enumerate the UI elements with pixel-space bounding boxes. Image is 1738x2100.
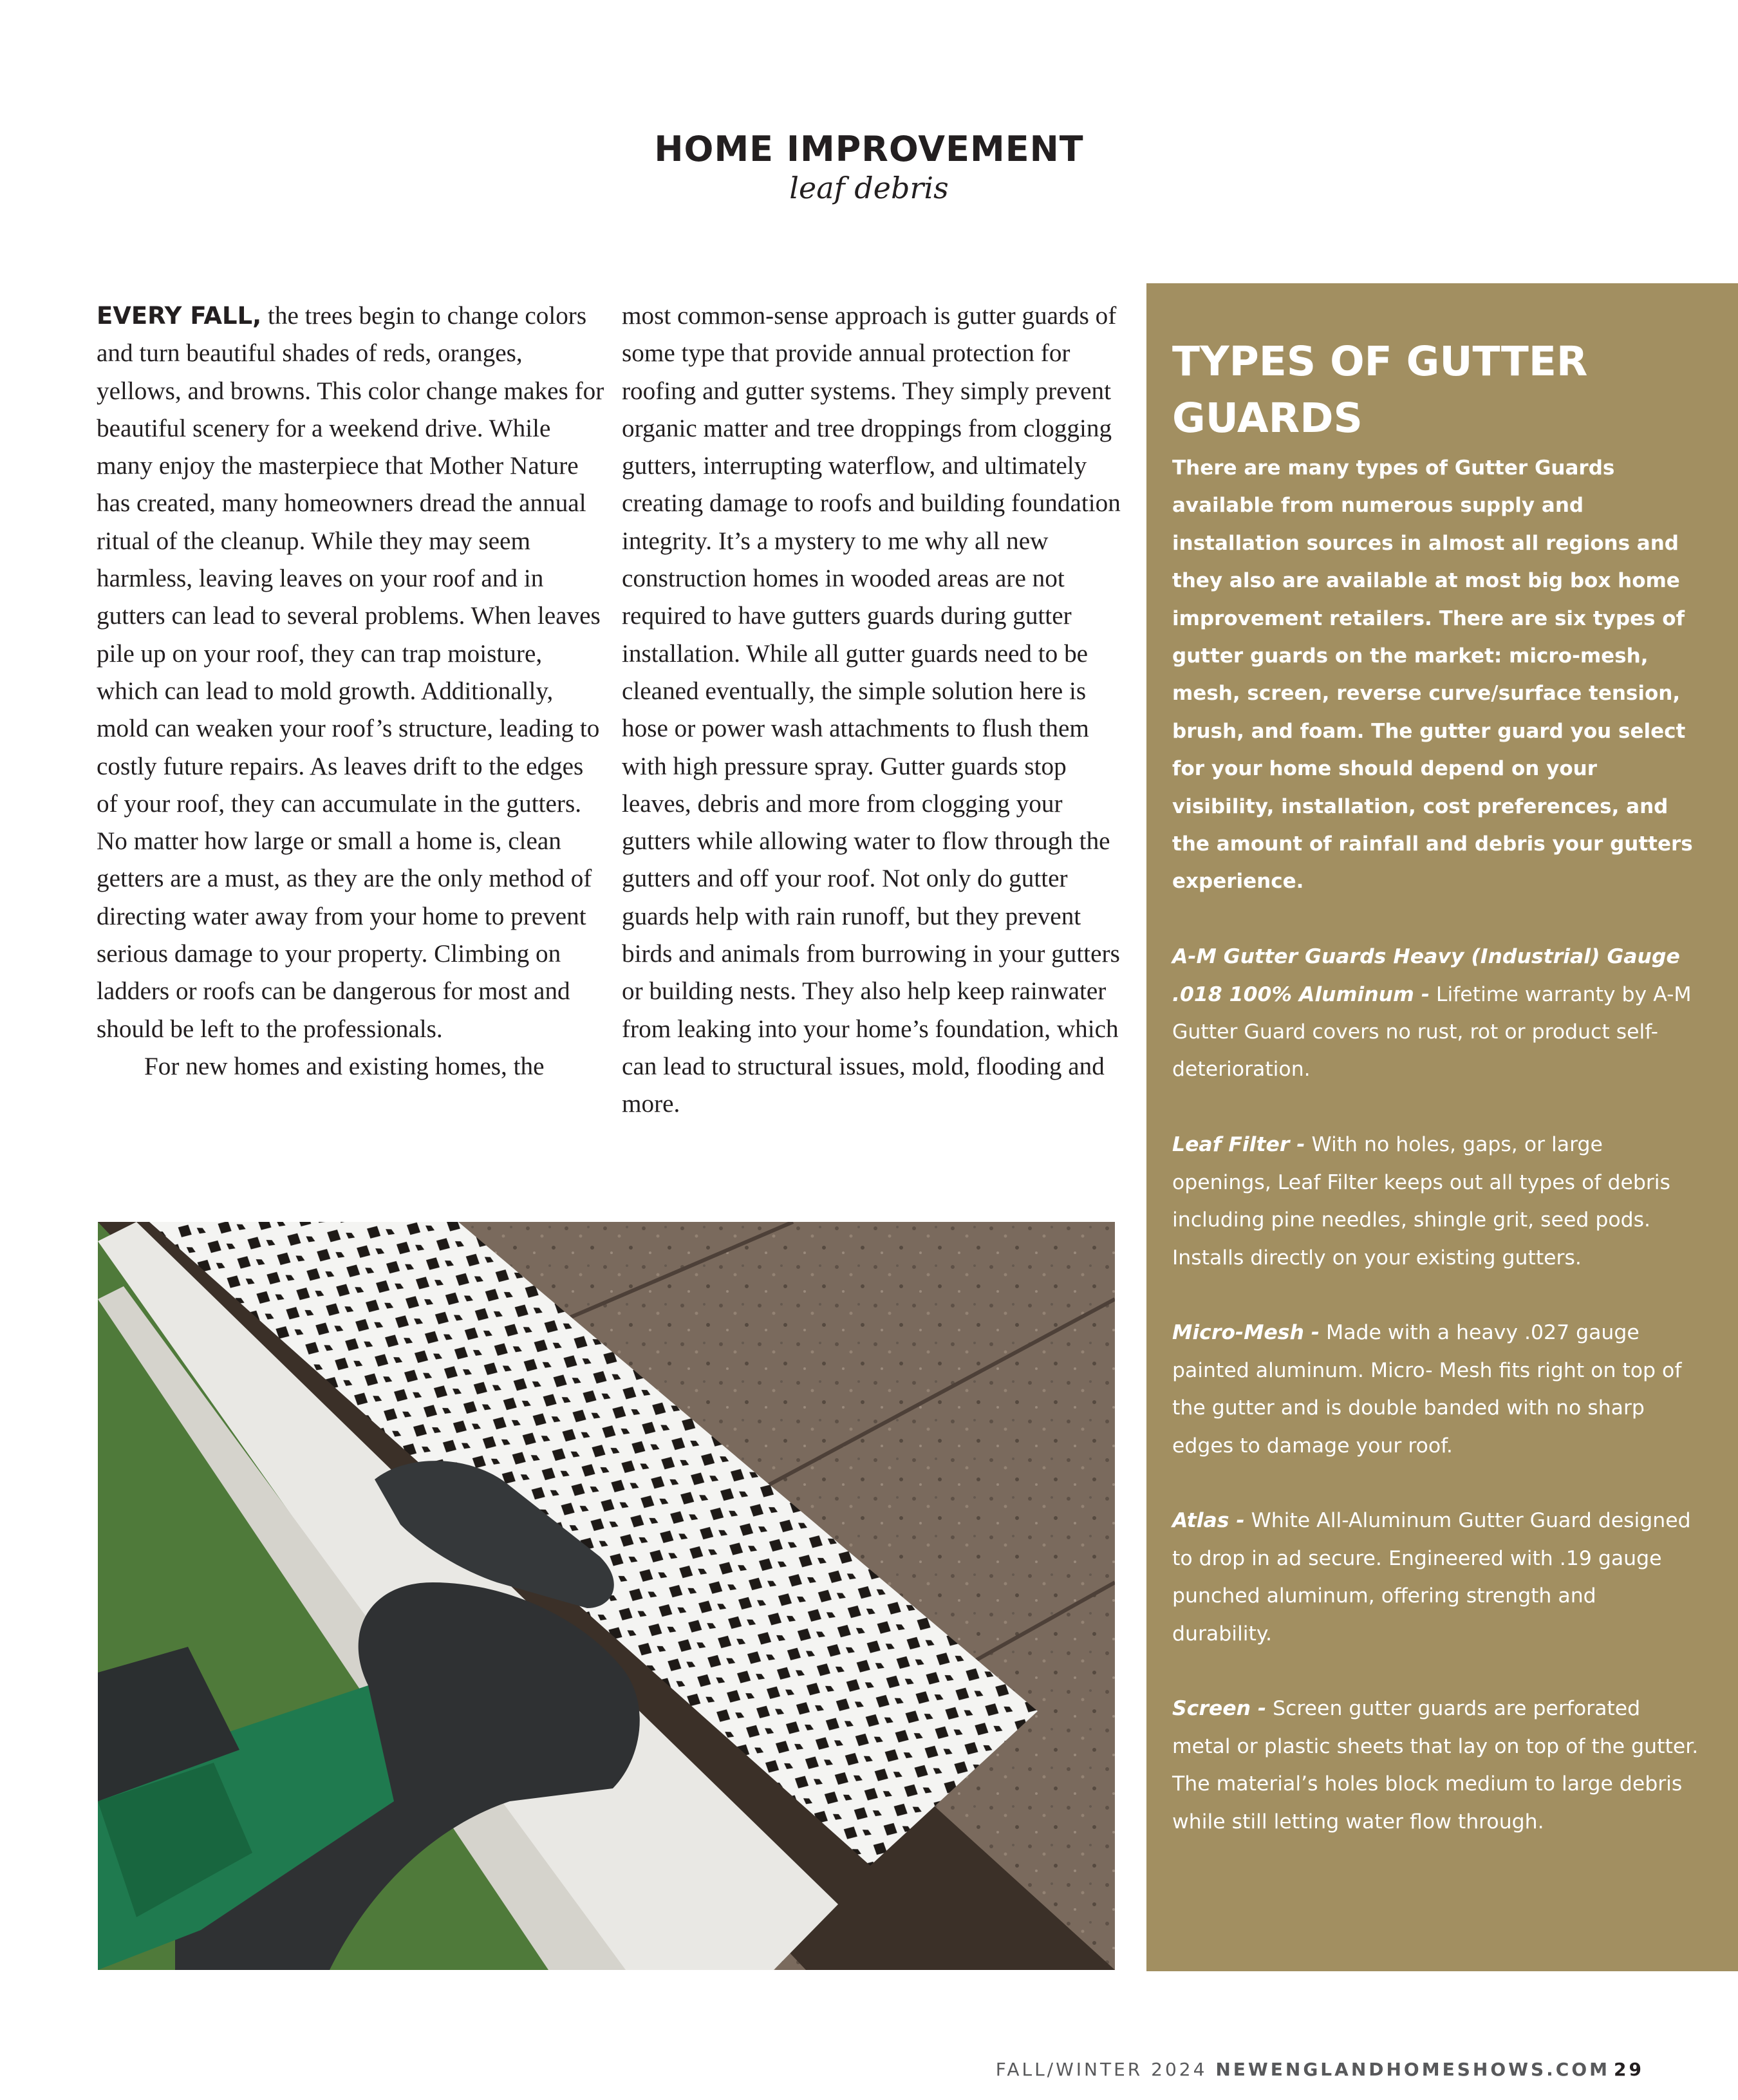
article-paragraph-2: For new homes and existing homes, the (144, 1052, 545, 1080)
issue-label: FALL/WINTER 2024 (995, 2059, 1216, 2080)
section-subtitle: leaf debris (789, 171, 949, 205)
sidebar-item-name: Screen - (1172, 1697, 1267, 1721)
sidebar-item-name: A-M Gutter Guards Heavy (Industrial) Gauge .018 100% Aluminum - (1172, 945, 1680, 1006)
sidebar-item-name: Atlas - (1172, 1509, 1245, 1533)
lead-in: EVERY FALL, (97, 302, 262, 330)
article-column-2 (622, 297, 1137, 1123)
section-title: HOME IMPROVEMENT (654, 129, 1084, 169)
sidebar-content (1172, 333, 1700, 1841)
sidebar-item-name: Micro-Mesh - (1172, 1321, 1320, 1345)
sidebar-title: TYPES OF GUTTER GUARDS (1172, 338, 1588, 442)
sidebar-item-text: Made with a heavy .027 gauge painted aluminum. Micro- Mesh fits right on top of the gutter and is double banded with no sharp edges to damage your roof. (1172, 1321, 1682, 1458)
sidebar-item-text: Screen gutter guards are perforated metal or plastic sheets that lay on top of the gutter. The material’s holes block medium to large debris while still letting water flow through. (1172, 1697, 1699, 1833)
article-paragraph-continued: most common-sense approach is gutter guards of some type that provide annual protection for roofing and gutter systems. They simply prevent organic matter and tree droppings from clogging gutters, interrupting waterflow, and ultimately creating damage to roofs and building foundation integrity. It’s a mystery to me why all new construction homes in wooded areas are not required to have gutters guards during gutter installation. While all gutter guards need to be cleaned eventually, the simple solution here is hose or power wash attachments to flush them with high pressure spray. Gutter guards stop leaves, debris and more from clogging your gutters while allowing water to flow through the gutters and off your roof. Not only do gutter guards help with rain runoff, but they prevent birds and animals from burrowing in your gutters or building nests. They also help keep rainwater from leaking into your home’s foundation, which can lead to structural issues, mold, flooding and more. (622, 302, 1121, 1118)
sidebar-item-text: With no holes, gaps, or large openings, Leaf Filter keeps out all types of debris including pine needles, shingle grit, seed pods. Installs directly on your existing gutters. (1172, 1133, 1670, 1270)
page-footer (996, 2059, 1644, 2080)
sidebar-item (1172, 1690, 1700, 1841)
website-link[interactable]: NEWENGLANDHOMESHOWS.COM (1215, 2059, 1611, 2080)
sidebar-item (1172, 1314, 1700, 1465)
paragraph-text: the trees begin to change colors and turn beautiful shades of reds, oranges, yellows, and browns. This color change makes for beautiful scenery for a weekend drive. While many enjoy the masterpiece that Mother Nature has created, many homeowners dread the annual ritual of the cleanup. While they may seem harmless, leaving leaves on your roof and in gutters can lead to several problems. When leaves pile up on your roof, they can trap moisture, which can lead to mold growth. Additionally, mold can weaken your roof’s structure, leading to costly future repairs. As leaves drift to the edges of your roof, they can accumulate in the gutters. No matter how large or small a home is, clean getters are a must, as they are the only method of directing water away from your home to prevent serious damage to your property. Climbing on ladders or roofs can be dangerous for most and should be left to the professionals. (97, 302, 604, 1043)
sidebar-item-name: Leaf Filter - (1172, 1133, 1305, 1157)
sidebar-item-text: White All-Aluminum Gutter Guard designed to drop in ad secure. Engineered with .19 gauge punched aluminum, offering strength and durability. (1172, 1509, 1691, 1645)
article-paragraph (97, 297, 605, 1048)
sidebar-item-text: Lifetime warranty by A-M Gutter Guard covers no rust, rot or product self-deterioration. (1172, 982, 1692, 1082)
sidebar-item (1172, 1126, 1700, 1277)
sidebar-item (1172, 938, 1700, 1089)
page-header (0, 129, 1738, 206)
page-number: 29 (1614, 2059, 1644, 2080)
gutter-guard-photo (98, 1222, 1115, 1970)
sidebar-box (1146, 283, 1738, 1971)
sidebar-intro: There are many types of Gutter Guards available from numerous supply and installation sources in almost all regions and they also are available at most big box home improvement retailers. There are six types of gutter guards on the market: micro-mesh, mesh, screen, reverse curve/surface tension, brush, and foam. The gutter guard you select for your home should depend on your visibility, installation, cost preferences, and the amount of rainfall and debris your gutters experience. (1172, 456, 1693, 894)
article-column-1 (97, 297, 605, 1085)
sidebar-item (1172, 1502, 1700, 1653)
